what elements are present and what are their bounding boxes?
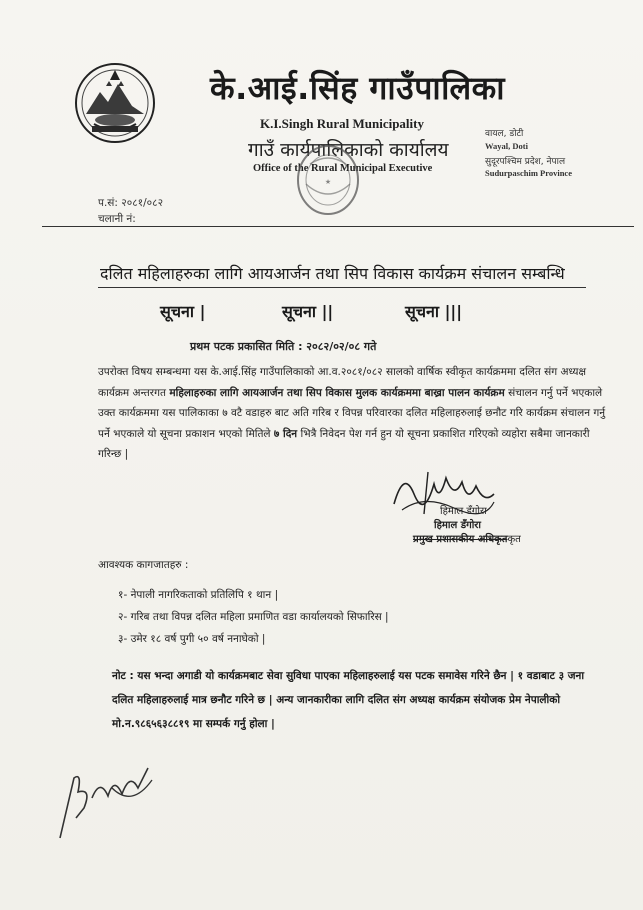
document-item: २- गरिब तथा विपन्न दलित महिला प्रमाणित वडा कार्यालयको सिफारिस | — [118, 611, 389, 623]
address-line-2: Wayal, Doti — [485, 141, 528, 151]
document-item: १- नेपाली नागरिकताको प्रतिलिपि १ थान | — [118, 589, 279, 601]
body-text-part-1: उपरोक्त विषय सम्बन्धमा यस के.आई.सिंह गाउँपालिकाको आ.व.२०८१/०८२ सालको वार्षिक स्वीकृत कार्यक्रममा दलित संग अध्यक्ष कार्यक्रम अन्तरगत — [98, 366, 587, 399]
notice-label-3: सूचना ||| — [405, 302, 463, 321]
municipality-title-english: K.I.Singh Rural Municipality — [260, 116, 424, 131]
subject-underline — [98, 287, 586, 288]
office-title-english: Office of the Rural Municipal Executive — [253, 163, 433, 174]
document-item: ३- उमेर १८ वर्ष पुगी ५० वर्ष ननाघेको | — [118, 633, 266, 645]
signatory-title-struck: प्रमुख प्रशासकीय अधिकृत — [413, 534, 508, 545]
address-line-4: Sudurpaschim Province — [485, 168, 572, 178]
address-line-1: वायल, डोटी — [485, 129, 524, 139]
handwritten-initials-icon — [52, 758, 162, 848]
signatory-name-1: हिमाल डँगोरा — [440, 506, 487, 517]
signatory-name-2: हिमाल डँगोरा — [434, 520, 481, 531]
office-title-nepali: गाउँ कार्यपालिकाको कार्यालय — [248, 139, 449, 161]
note-paragraph: नोट : यस भन्दा अगाडी यो कार्यक्रमबाट सेवा सुविधा पाएका महिलाहरुलाई यस पटक समावेस गरिने छैन | १ वडाबाट ३ जना दलित महिलाहरुलाई मात्र छनौट गरिने छ | अन्य जानकारीका लागि दलित संग अध्यक्ष कार्यक्रम संयोजक प्रेम नेपालीको मो.न.९८६५६३८८१९ मा सम्पर्क गर्नु होला | — [112, 670, 585, 730]
header-divider — [42, 226, 634, 227]
letter-number: प.सं: २०८१/०८२ — [98, 197, 164, 209]
body-bold-program: महिलाहरुका लागि आयआर्जन तथा सिप विकास मुलक कार्यक्रममा बाख्रा पालन कार्यक्रम — [169, 386, 505, 399]
signatory-title — [413, 531, 521, 545]
dispatch-number: चलानी नं: — [98, 213, 136, 225]
signatory-title-suffix: कृत — [507, 534, 521, 545]
nepal-government-emblem-icon — [74, 62, 156, 144]
official-round-stamp-icon — [292, 134, 364, 218]
body-text-part-3: भित्रै निवेदन पेश गर्न हुन यो सूचना प्रकाशित गरिएको व्यहोरा सबैमा जानकारी गरिन्छ | — [98, 427, 590, 460]
notice-label-2: सूचना || — [282, 302, 334, 321]
address-line-3: सुदूरपश्चिम प्रदेश, नेपाल — [485, 157, 566, 167]
publish-date: प्रथम पटक प्रकासित मिति : २०८२/०२/०८ गते — [190, 340, 377, 353]
subject-line: दलित महिलाहरुका लागि आयआर्जन तथा सिप विकास कार्यक्रम संचालन सम्बन्धि — [100, 264, 565, 283]
body-bold-deadline: ७ दिन — [273, 427, 298, 440]
municipality-title-nepali: के.आई.सिंह गाउँपालिका — [210, 69, 506, 107]
body-text-part-2: संचालन गर्नु पर्ने भएकाले उक्त कार्यक्रममा यस पालिकाका ७ वटै वडाहरु बाट अति गरिब र विपन्न परिवारका दलित महिलाहरुलाई छनौट गरि कार्यक्रम संचालन गर्नु पर्ने भएकाले यो सूचना प्रकाशन भएको मितिले — [98, 386, 606, 440]
svg-text:★: ★ — [324, 178, 332, 186]
required-documents-heading: आवश्यक कागजातहरु : — [98, 559, 189, 571]
body-paragraph — [98, 362, 608, 465]
notice-label-1: सूचना | — [160, 302, 206, 321]
